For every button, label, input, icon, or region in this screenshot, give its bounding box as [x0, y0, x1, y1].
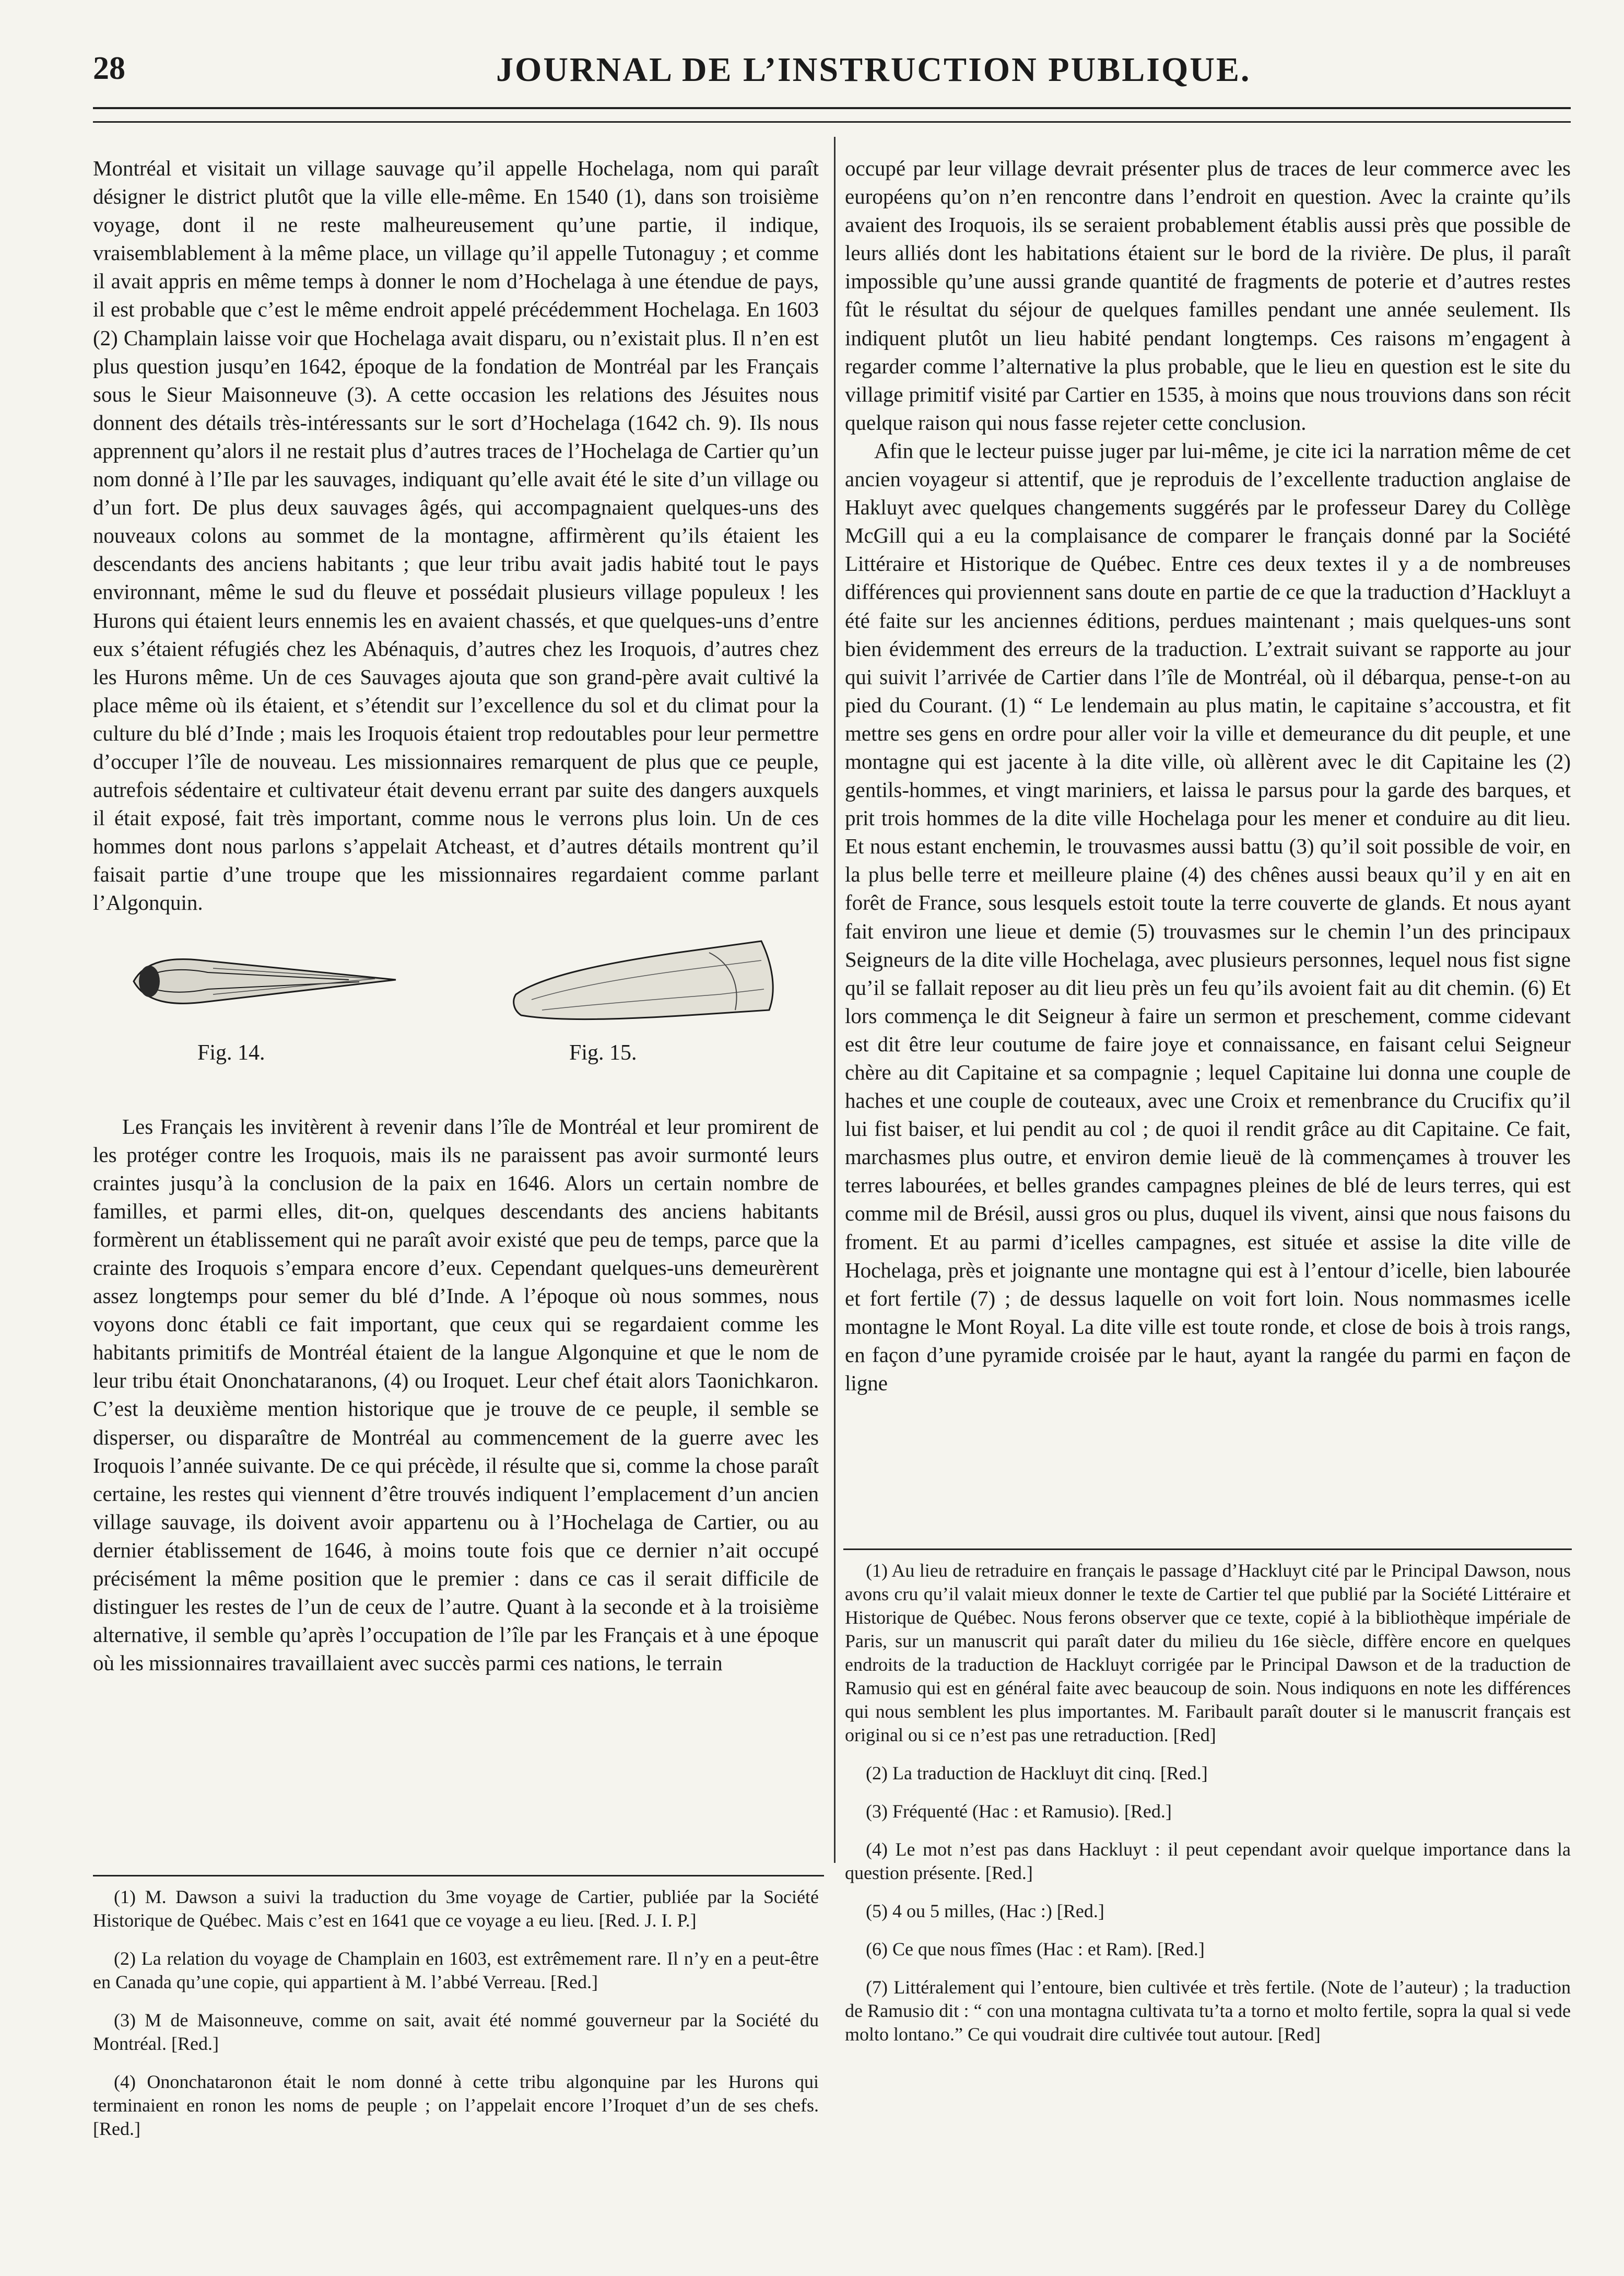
footnote-right-2: (2) La traduction de Hackluyt dit cinq. [Red.] [866, 1763, 1208, 1784]
footnote-right-6: (6) Ce que nous fîmes (Hac : et Ram). [Red.] [866, 1939, 1205, 1960]
right-footnotes [845, 1559, 1571, 2061]
figure-row [93, 932, 819, 1088]
footnote-left-3: (3) M de Maisonneuve, comme on sait, avait été nommé gouverneur par la Société du Montréal. [Red.] [93, 2010, 819, 2054]
header-rule-bottom [93, 121, 1571, 123]
footnote-left-4: (4) Ononchataronon était le nom donné à cette tribu algonquine par les Hurons qui terminaient en ronon les noms de peuple ; on l’appelait encore l’Iroquet d’un de ses chefs. [Red.] [93, 2071, 819, 2139]
footnote-left-1: (1) M. Dawson a suivi la traduction du 3me voyage de Cartier, publiée par la Société Historique de Québec. Mais c’est en 1641 que ce voyage a eu lieu. [Red. J. I. P.] [93, 1886, 819, 1931]
header-rule-top [93, 107, 1571, 109]
left-paragraph-2: Les Français les invitèrent à revenir dans l’île de Montréal et leur promirent de les protéger contre les Iroquois, mais ils ne paraissent pas avoir surmonté leurs craintes jusqu’à la conclusion de la paix en 1646. Alors un certain nombre de familles, et parmi elles, dit-on, quelques descendants des anciens habitants formèrent un établissement qui ne paraît avoir existé que peu de temps, parce que la crainte des Iroquois s’empara encore d’eux. Cependant quelques-uns demeurèrent assez longtemps pour semer du blé d’Inde. A l’époque où nous sommes, nous voyons donc établi ce fait important, que ceux qui se regardaient comme les habitants primitifs de Montréal étaient de la langue Algonquine et que le nom de leur tribu était Ononchataranons, (4) ou Iroquet. Leur chef était alors Taonichkaron. C’est la deuxième mention historique que je trouve de ce peuple, il semble se disperser, ou disparaître de Montréal au commencement de la guerre avec les Iroquois l’année suivante. De ce qui précède, il résulte que si, comme la chose paraît certaine, les restes qui viennent d’être trouvés indiquent l’emplacement d’un ancien village sauvage, ils doivent avoir appartenu ou à l’Hochelaga de Cartier, ou au dernier établissement de 1646, à moins toute fois que ce dernier n’ait occupé précisément la même position que le premier : dans ce cas il serait difficile de distinguer les restes de l’un de ceux de l’autre. Quant à la seconde et à la troisième alternative, il semble qu’après l’occupation de l’île par les Français et à une époque où les missionnaires travaillaient avec succès parmi ces nations, le terrain [93, 1114, 819, 1675]
left-footnote-separator [93, 1875, 824, 1876]
fig14-caption: Fig. 14. [197, 1040, 265, 1065]
left-paragraph-1: Montréal et visitait un village sauvage qu’il appelle Hochelaga, nom qui paraît désigner le district plutôt que la ville elle-même. En 1540 (1), dans son troisième voyage, dont il ne reste malheureusement qu’une partie, il indique, vraisemblablement à la même place, un village qu’il appelle Tutonaguy ; et comme il avait appris en même temps à donner le nom d’Hochelaga à une étendue de pays, il est probable que c’est le même endroit appelé précédemment Hochelaga. En 1603 (2) Champlain laisse voir que Hochelaga avait disparu, ou n’existait plus. Il n’en est plus question jusqu’en 1642, époque de la fondation de Montréal par les Français sous le Sieur Maisonneuve (3). A cette occasion les relations des Jésuites nous donnent des détails très-intéressants sur le sort d’Hochelaga (1642 ch. 9). Ils nous apprennent qu’alors il ne restait plus d’autres traces de l’Hochelaga de Cartier qu’un nom donné à l’Ile par les sauvages, indiquant qu’elle avait été le site d’un village ou d’un fort. De plus deux sauvages âgés, qui accompagnaient quelques-uns des nouveaux colons au sommet de la montagne, affirmèrent qu’ils étaient les descendants des anciens habitants ; que leur tribu avait jadis habité tout le pays environnant, même le sud du fleuve et possédait plusieurs village populeux ! les Hurons qui étaient leurs ennemis les en avaient chassés, et que quelques-uns d’entre eux s’étaient réfugiés chez les Abénaquis, d’autres chez les Iroquois, d’autres chez les Hurons même. Un de ces Sauvages ajouta que son grand-père avait cultivé la place même où ils étaient, et s’étendit sur l’excellence du sol et du climat pour la culture du blé d’Inde ; mais les Iroquois étaient trop redoutables pour leur permettre d’occuper l’île de nouveau. Les missionnaires remarquent de plus que ce peuple, autrefois sédentaire et cultivateur était devenu errant par suite des dangers auxquels il était exposé, fait très important, comme nous le verrons plus loin. Un de ces hommes dont nous parlons s’appelait Atcheast, et d’autres détails montrent qu’il faisait partie d’une troupe que les missionnaires regardaient comme parlant l’Algonquin. [93, 156, 819, 915]
footnote-left-2: (2) La relation du voyage de Champlain en 1603, est extrêmement rare. Il n’y en a peut-être en Canada qu’une copie, qui appartient à M. l’abbé Verreau. [Red.] [93, 1948, 819, 1992]
fig14-drawing [124, 932, 417, 1031]
footnote-right-7: (7) Littéralement qui l’entoure, bien cultivée et très fertile. (Note de l’auteur) ; la traduction de Ramusio dit : “ con una montagna cultivata tu’ta a torno et molto fertile, sopra la qual si vede molto lontano.” Ce qui voudrait dire cultivée tout autour. [Red] [845, 1977, 1571, 2045]
right-paragraph-1: occupé par leur village devrait présenter plus de traces de leur commerce avec les européens qu’on n’en rencontre dans l’endroit en question. Avec la crainte qu’ils avaient des Iroquois, ils se seraient probablement établis aussi près que possible de leurs alliés dont les habitations étaient sur le bord de la rivière. De plus, il paraît impossible qu’une aussi grande quantité de fragments de poterie et d’autres restes fût le résultat du séjour de quelques familles pendant une année seulement. Ils indiquent plutôt un lieu habité pendant longtemps. Ces raisons m’engagent à regarder comme l’alternative la plus probable, que le lieu en question est le site du village primitif visité par Cartier en 1535, à moins que nous trouvions dans son récit quelque raison qui nous fasse rejeter cette conclusion. [845, 156, 1571, 435]
page-number: 28 [93, 51, 125, 86]
right-footnote-separator [843, 1548, 1572, 1550]
footnote-right-5: (5) 4 ou 5 milles, (Hac :) [Red.] [866, 1900, 1104, 1921]
fig15-drawing [500, 932, 793, 1031]
journal-title: JOURNAL DE L’INSTRUCTION PUBLIQUE. [496, 51, 1251, 89]
right-column [845, 154, 1571, 1397]
footnote-right-1: (1) Au lieu de retraduire en français le passage d’Hackluyt cité par le Principal Dawson, nous avons cru qu’il valait mieux donner le texte de Cartier tel que publié par la Société Littéraire et Historique de Québec. Nous ferons observer que ce texte, copié à la bibliothèque impériale de Paris, sur un manuscrit qui paraît dater du milieu du 16e siècle, diffère encore en quelques endroits de la traduction de Hackluyt corrigée par le Principal Dawson et de la traduction de Ramusio qui est en général faite avec beaucoup de soin. Nous indiquons en note les différences qui nous semblent les plus importantes. M. Faribault paraît douter si le manuscrit français est original ou si ce n’est pas une retraduction. [Red] [845, 1560, 1571, 1745]
fig15-caption: Fig. 15. [569, 1040, 637, 1065]
footnote-right-4: (4) Le mot n’est pas dans Hackluyt : il peut cependant avoir quelque importance dans la question présente. [Red.] [845, 1839, 1571, 1883]
left-column [93, 154, 819, 1677]
left-footnotes [93, 1885, 819, 2155]
footnote-right-3: (3) Fréquenté (Hac : et Ramusio). [Red.] [866, 1801, 1172, 1822]
column-divider [834, 137, 835, 1863]
right-paragraph-2: Afin que le lecteur puisse juger par lui-même, je cite ici la narration même de cet ancien voyageur si attentif, que je reproduis de l’excellente traduction anglaise de Hakluyt avec quelques changements suggérés par le professeur Darey du Collège McGill qui a eu la complaisance de comparer le français donné par la Société Littéraire et Historique de Québec. Entre ces deux textes il y a de nombreuses différences qui proviennent sans doute en partie de ce que la traduction d’Hackluyt a été faite sur les anciennes éditions, perdues maintenant ; mais quelques-uns sont bien évidemment des erreurs de la traduction. L’extrait suivant se rapporte au jour qui suivit l’arrivée de Cartier dans l’île de Montréal, où il débarqua, pense-t-on au pied du Courant. (1) “ Le lendemain au plus matin, le capitaine s’accoustra, et fit mettre ses gens en ordre pour aller voir la ville et demeurance du dit peuple, et une montagne qui est jacente à la dite ville, où allèrent avec le dit Capitaine les (2) gentils-hommes, et vingt mariniers, et laissa le parsus pour la garde des barques, et prit trois hommes de la dite ville Hochelaga pour les mener et conduire au dit lieu. Et nous estant enchemin, le trouvasmes aussi battu (3) qu’il soit possible de voir, en la plus belle terre et meilleure plaine (4) des chênes aussi beaux qu’il y en ait en forêt de France, sous lesquels estoit toute la terre couverte de glands. Et nous ayant fait environ une lieue et demie (5) trouvasmes sur le chemin l’un des principaux Seigneurs de la dite ville Hochelaga, avec plusieurs personnes, lequel nous fist signe qu’il se fallait reposer au dit lieu près un feu qu’ils avoient fait au dit chemin. (6) Et lors commença le dit Seigneur à faire un sermon et preschement, comme cidevant est dit être leur coutume de faire joye et connaissance, en faisant celui Seigneur chère au dit Capitaine et sa compagnie ; lequel Capitaine lui donna une couple de haches et une couple de couteaux, avec une Croix et remenbrance du Crucifix qu’il lui fist baiser, et lui pendit au col ; de quoi il rendit grâce au dit Capitaine. Ce fait, marchasmes plus outre, et environ demie lieuë de là commençames à trouver les terres labourées, et belles grandes campagnes pleines de blé de leurs terres, qui est comme mil de Brésil, aussi gros ou plus, duquel ils vivent, ainsi que nous faisons du froment. Et au parmi d’icelles campagnes, est située et assise la dite ville de Hochelaga, près et joignante une montagne qui est à l’entour d’icelle, bien labourée et fort fertile (7) ; de dessus laquelle on voit fort loin. Nous nommasmes icelle montagne le Mont Royal. La dite ville est toute ronde, et close de bois à trois rangs, en façon d’une pyramide croisée par le haut, ayant la rangée du parmi en façon de ligne [845, 438, 1571, 1395]
